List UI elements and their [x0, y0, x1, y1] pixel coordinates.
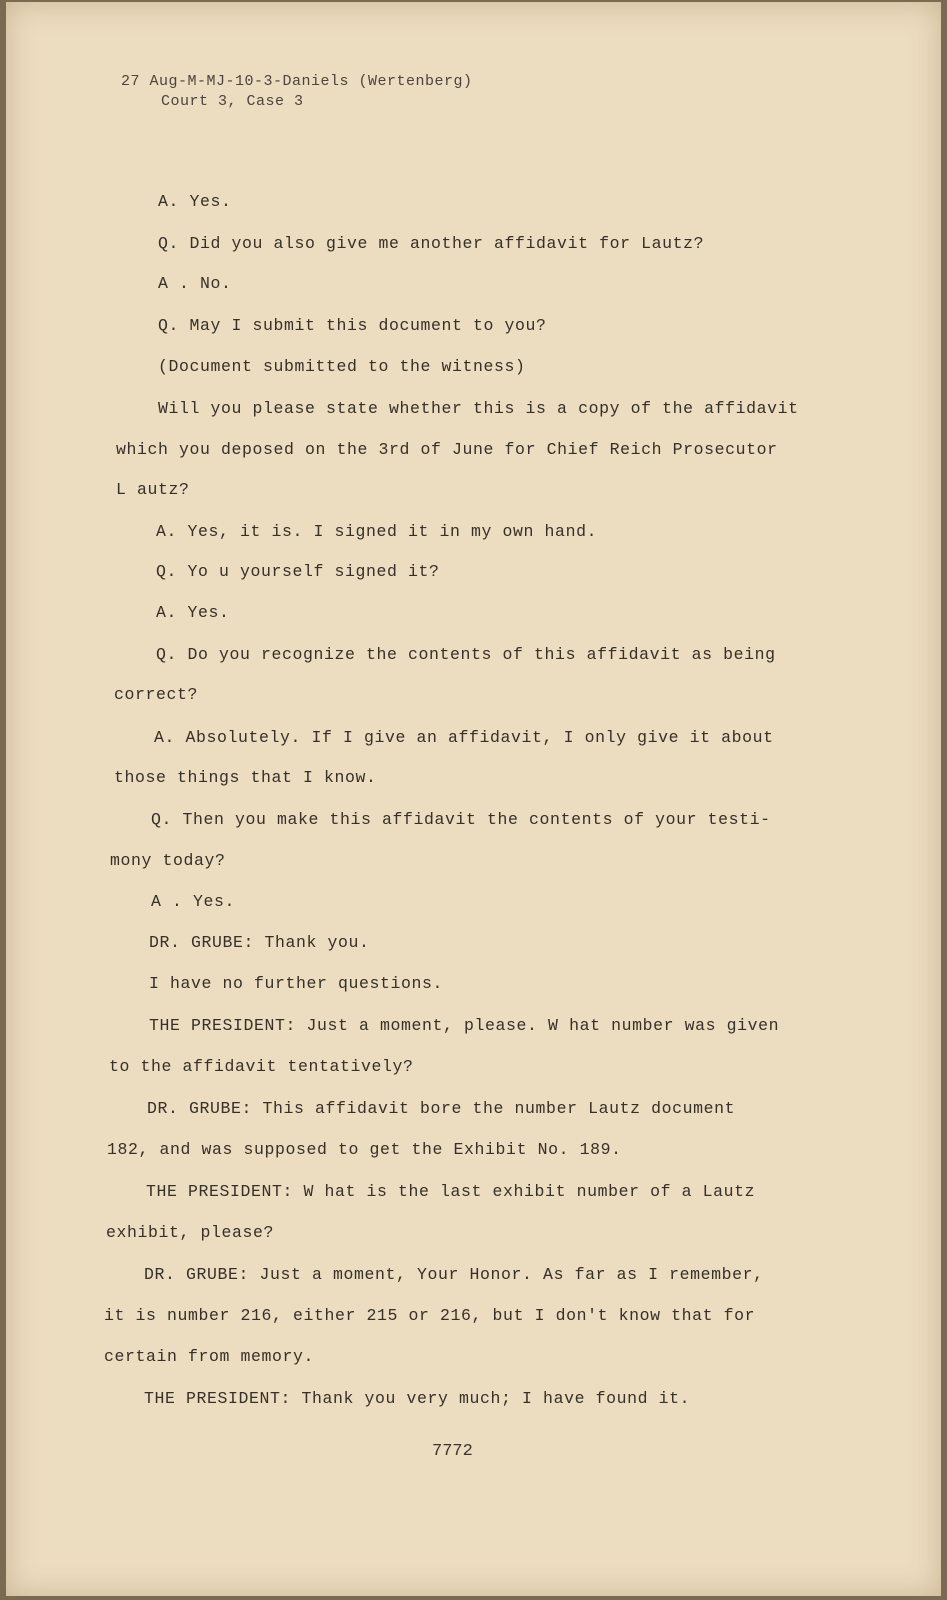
transcript-line: Will you please state whether this is a copy of the affidavit: [158, 399, 799, 418]
transcript-line: A. Yes, it is. I signed it in my own hand.: [156, 522, 598, 541]
document-page: [6, 2, 941, 1596]
page-number: 7772: [432, 1442, 473, 1461]
transcript-line: A. Yes.: [156, 603, 230, 622]
transcript-line: Q. Then you make this affidavit the contents of your testi-: [151, 810, 771, 829]
header-court-case: Court 3, Case 3: [161, 93, 304, 110]
transcript-line: Q. Yo u yourself signed it?: [156, 562, 440, 581]
transcript-line: Q. Did you also give me another affidavit for Lautz?: [158, 234, 705, 253]
transcript-line: DR. GRUBE: This affidavit bore the number Lautz document: [147, 1099, 736, 1118]
transcript-line: which you deposed on the 3rd of June for Chief Reich Prosecutor: [116, 440, 778, 459]
transcript-line: A . Yes.: [151, 892, 236, 911]
transcript-line: Q. May I submit this document to you?: [158, 316, 547, 335]
transcript-line: DR. GRUBE: Thank you.: [149, 933, 370, 952]
transcript-line: THE PRESIDENT: W hat is the last exhibit number of a Lautz: [146, 1182, 756, 1201]
transcript-line: Q. Do you recognize the contents of this affidavit as being: [156, 645, 776, 664]
transcript-line: THE PRESIDENT: Just a moment, please. W hat number was given: [149, 1016, 780, 1035]
transcript-line: mony today?: [110, 851, 226, 870]
transcript-line: THE PRESIDENT: Thank you very much; I have found it.: [144, 1389, 691, 1408]
header-reference: 27 Aug-M-MJ-10-3-Daniels (Wertenberg): [121, 73, 473, 90]
transcript-line: exhibit, please?: [106, 1223, 275, 1242]
transcript-line: A. Yes.: [158, 192, 232, 211]
transcript-line: those things that I know.: [114, 768, 377, 787]
transcript-line: it is number 216, either 215 or 216, but I don't know that for: [104, 1306, 756, 1325]
transcript-line: certain from memory.: [104, 1347, 315, 1366]
transcript-line: correct?: [114, 685, 199, 704]
transcript-line: to the affidavit tentatively?: [109, 1057, 414, 1076]
transcript-line: A . No.: [158, 274, 232, 293]
transcript-line: L autz?: [116, 480, 190, 499]
transcript-line: 182, and was supposed to get the Exhibit No. 189.: [107, 1140, 622, 1159]
transcript-line: DR. GRUBE: Just a moment, Your Honor. As far as I remember,: [144, 1265, 764, 1284]
document-header: [121, 72, 473, 112]
transcript-line: I have no further questions.: [149, 974, 444, 993]
transcript-line: (Document submitted to the witness): [158, 357, 526, 376]
transcript-line: A. Absolutely. If I give an affidavit, I only give it about: [154, 728, 774, 747]
